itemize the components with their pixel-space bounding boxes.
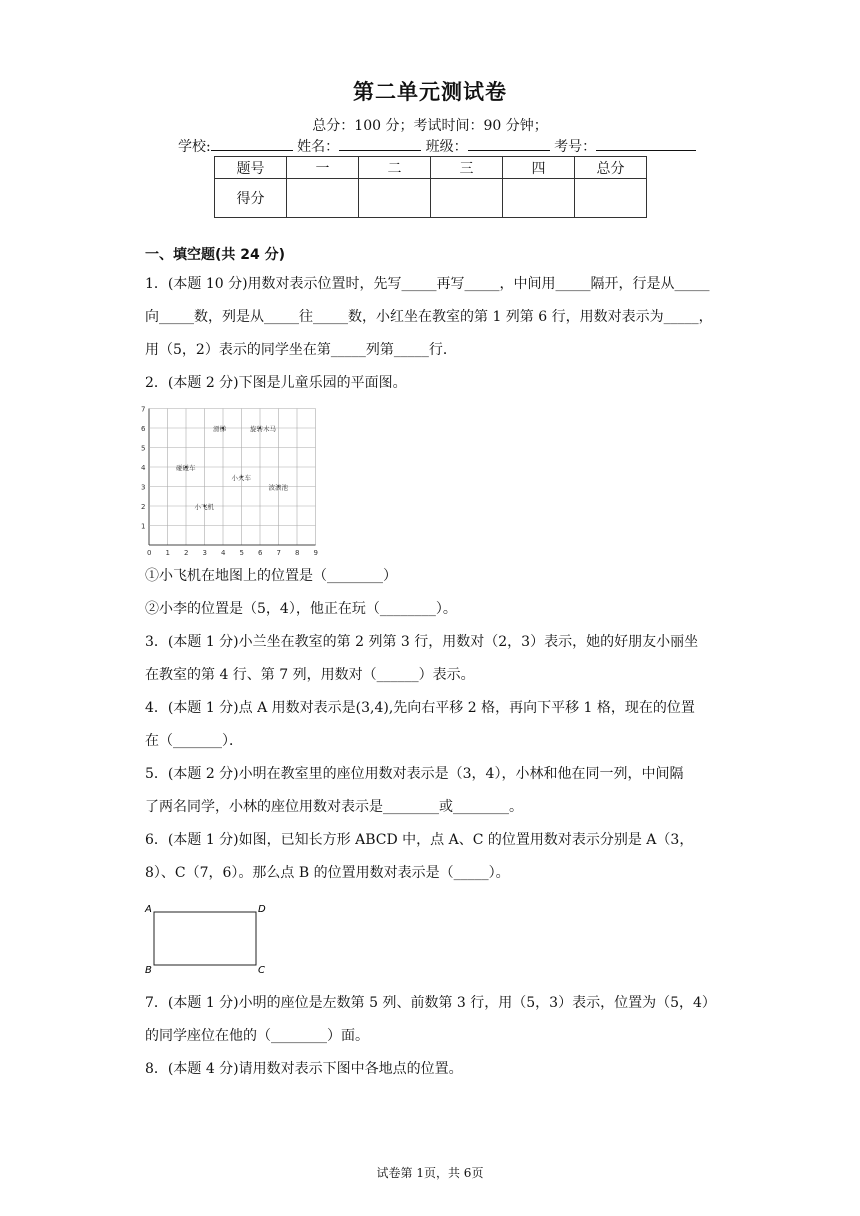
place-label: 小飞机 — [194, 503, 214, 511]
school-blank[interactable] — [211, 136, 293, 151]
class-label: 班级： — [425, 139, 468, 155]
x-tick-label: 0 — [147, 549, 152, 557]
place-label: 旋转木马 — [250, 425, 276, 433]
x-tick-label: 4 — [221, 549, 226, 557]
score-cell[interactable] — [503, 179, 575, 218]
page-footer: 试卷第 1页，共 6页 — [376, 1166, 484, 1180]
vertex-label-a: A — [145, 904, 152, 915]
y-tick-label: 7 — [141, 405, 146, 414]
playground-map — [140, 400, 325, 560]
y-tick-label: 6 — [141, 425, 146, 433]
name-blank[interactable] — [339, 136, 421, 151]
place-label: 波浪池 — [268, 483, 288, 492]
y-tick-label: 5 — [141, 444, 146, 453]
score-cell[interactable] — [287, 179, 359, 218]
question-line: 用（5，2）表示的同学坐在第_____列第_____行． — [145, 342, 457, 358]
header-cell: 二 — [359, 157, 431, 179]
question-line: 2．(本题 2 分)下图是儿童乐园的平面图。 — [145, 375, 407, 391]
x-tick-label: 3 — [202, 549, 207, 557]
question-line: 7．(本题 1 分)小明的座位是左数第 5 列、前数第 3 行，用（5，3）表示，位置为（5，4） — [145, 995, 716, 1011]
name-label: 姓名： — [297, 139, 340, 155]
school-label: 学校: — [178, 139, 211, 155]
y-tick-label: 1 — [141, 522, 146, 531]
header-cell: 总分 — [575, 157, 647, 179]
header-cell: 题号 — [215, 157, 287, 179]
section-heading: 一、填空题(共 24 分) — [145, 247, 286, 263]
exam-meta: 总分：100 分；考试时间：90 分钟； — [312, 118, 548, 134]
x-tick-label: 6 — [258, 549, 263, 557]
vertex-label-b: B — [145, 965, 152, 976]
place-label: 滑梯 — [213, 425, 226, 433]
student-info — [178, 136, 696, 156]
question-line: 6．(本题 1 分)如图，已知长方形 ABCD 中，点 A、C 的位置用数对表示分别是 A（3， — [145, 832, 694, 848]
question-line: 3．(本题 1 分)小兰坐在教室的第 2 列第 3 行，用数对（2，3）表示，她的好朋友小丽坐 — [145, 634, 699, 650]
x-tick-label: 1 — [165, 549, 170, 557]
exam-no-label: 考号： — [554, 139, 597, 155]
class-blank[interactable] — [468, 136, 550, 151]
page-title: 第二单元测试卷 — [353, 80, 507, 104]
question-line: 在教室的第 4 行、第 7 列，用数对（______）表示。 — [145, 667, 475, 683]
x-tick-label: 9 — [313, 549, 318, 557]
score-table-header — [215, 157, 647, 179]
y-tick-label: 3 — [141, 483, 146, 492]
question-line: 在（_______）． — [145, 733, 243, 749]
score-table — [214, 156, 647, 218]
map-places — [176, 424, 289, 511]
score-row-label: 得分 — [215, 179, 287, 218]
header-cell: 三 — [431, 157, 503, 179]
rectangle-abcd — [154, 912, 256, 965]
exam-no-blank[interactable] — [596, 136, 696, 151]
header-cell: 四 — [503, 157, 575, 179]
y-tick-label: 2 — [141, 503, 146, 511]
place-label: 碰碰车 — [176, 464, 196, 472]
score-cell[interactable] — [431, 179, 503, 218]
vertex-label-d: D — [258, 904, 266, 915]
y-tick-label: 4 — [141, 464, 146, 472]
rectangle-abcd-figure — [140, 900, 275, 980]
vertex-label-c: C — [258, 965, 265, 976]
score-row — [215, 179, 647, 218]
question-line: 的同学座位在他的（________）面。 — [145, 1028, 369, 1044]
header-cell: 一 — [287, 157, 359, 179]
x-tick-label: 2 — [184, 549, 189, 557]
question-line: 8．(本题 4 分)请用数对表示下图中各地点的位置。 — [145, 1061, 463, 1077]
question-line: 8）、C（7，6）。那么点 B 的位置用数对表示是（_____）。 — [145, 865, 510, 881]
place-label: 小火车 — [231, 473, 251, 482]
x-tick-label: 8 — [295, 549, 300, 557]
question-line: 了两名同学，小林的座位用数对表示是________或________。 — [145, 799, 523, 815]
question-line: ①小飞机在地图上的位置是（________） — [145, 568, 397, 584]
score-cell[interactable] — [575, 179, 647, 218]
question-line: 向_____数，列是从_____往_____数，小红坐在教室的第 1 列第 6 行，用数对表示为_____， — [145, 309, 713, 325]
x-tick-label: 7 — [276, 549, 281, 557]
x-tick-label: 5 — [239, 549, 244, 557]
score-cell[interactable] — [359, 179, 431, 218]
question-line: ②小李的位置是（5，4），他正在玩（________）。 — [145, 601, 457, 617]
question-line: 1．(本题 10 分)用数对表示位置时，先写_____再写_____，中间用_____隔开，行是从_____ — [145, 276, 710, 292]
question-line: 5．(本题 2 分)小明在教室里的座位用数对表示是（3，4），小林和他在同一列，中间隔 — [145, 766, 684, 782]
question-line: 4．(本题 1 分)点 A 用数对表示是(3,4),先向右平移 2 格，再向下平移 1 格，现在的位置 — [145, 700, 695, 716]
